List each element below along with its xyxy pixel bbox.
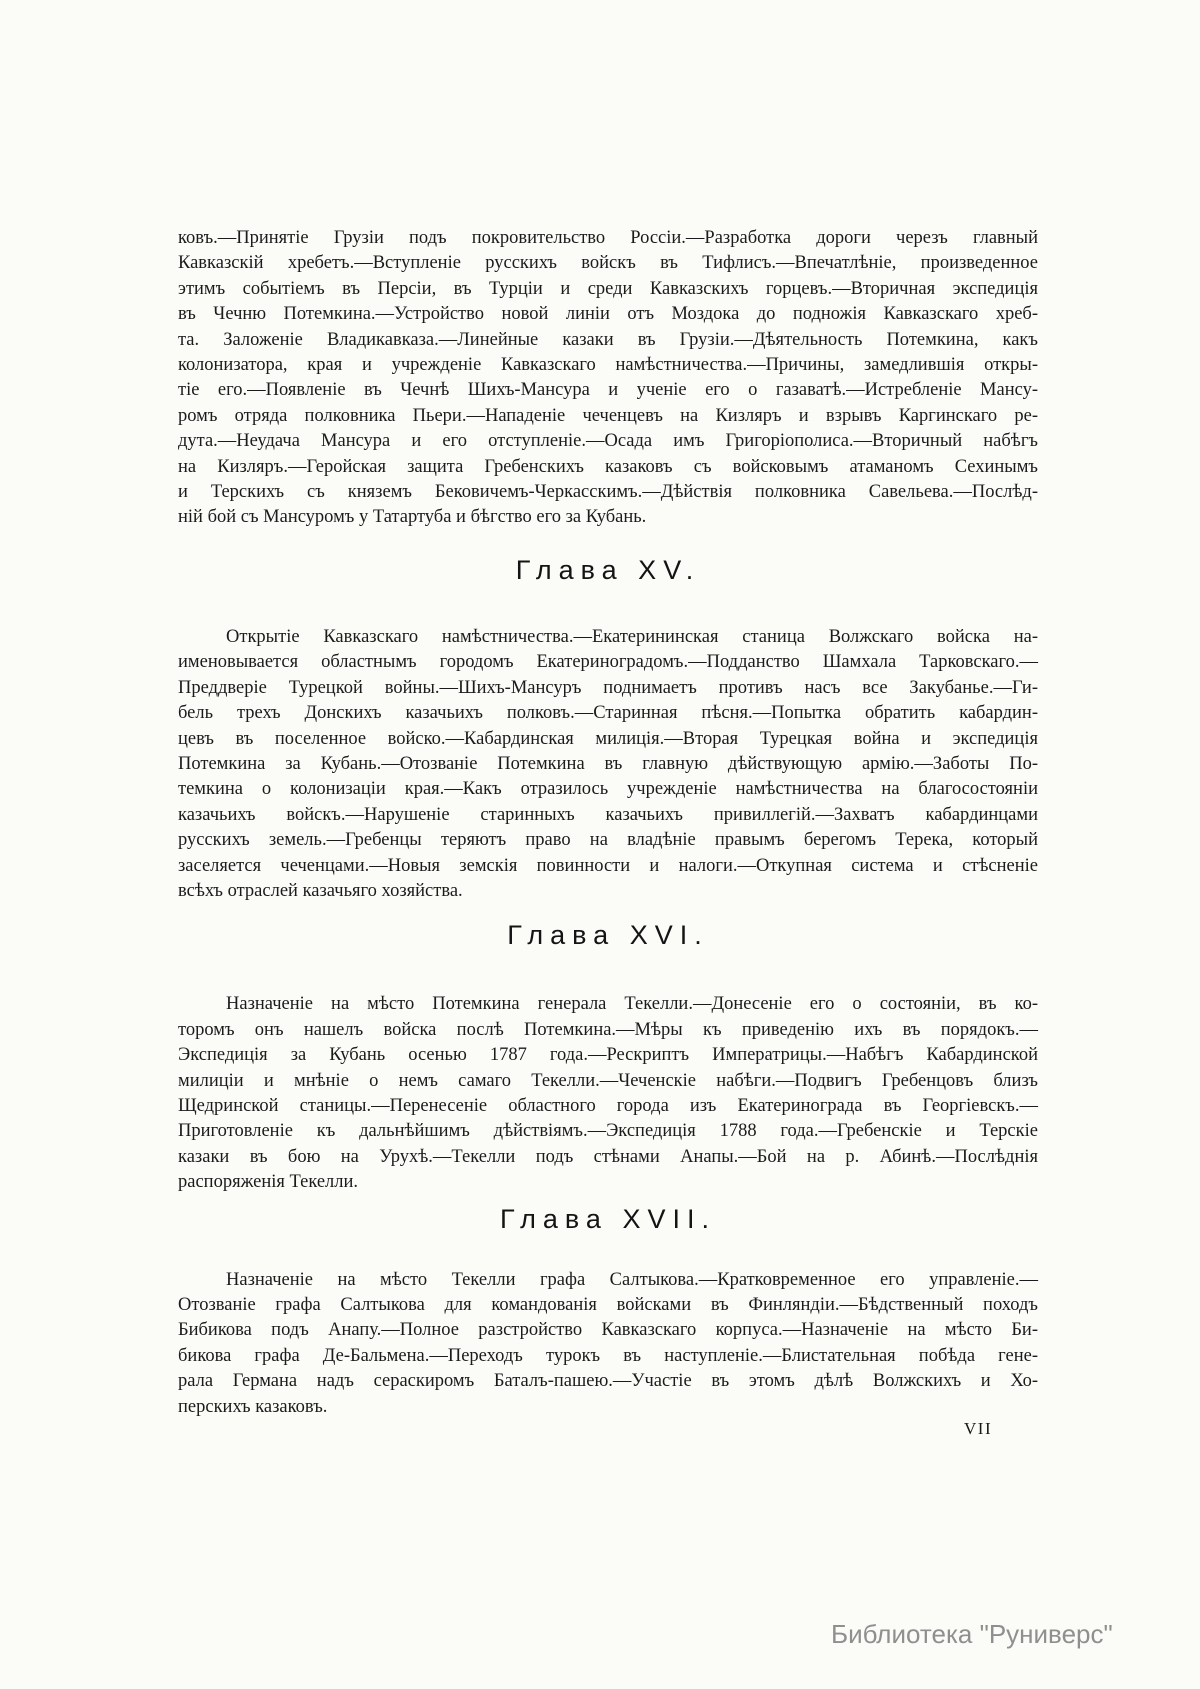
text-line: перскихъ казаковъ. (178, 1396, 328, 1417)
text-line: Назначеніе на мѣсто Текелли графа Салтыкова.—Кратковременное его управленіе.— (226, 1269, 1038, 1290)
text-line: Приготовленіе къ дальнѣйшимъ дѣйствіямъ.—Экспедиція 1788 года.—Гребенскіе и Терскіе (178, 1121, 1038, 1142)
text-line: милиціи и мнѣніе о немъ самаго Текелли.—Чеченскіе набѣги.—Подвигъ Гребенцовъ близъ (178, 1070, 1038, 1091)
text-line: Преддверіе Турецкой войны.—Шихъ-Мансуръ поднимаетъ противъ насъ все Закубанье.—Ги- (178, 677, 1038, 698)
text-line: дута.—Неудача Мансура и его отступленіе.—Осада имъ Григоріополиса.—Вторичный набѣгъ (178, 431, 1038, 452)
toc-paragraph-chapter-xv (178, 625, 1038, 904)
chapter-heading-xvii: Глава XVII. (500, 1203, 716, 1234)
text-line: бикова графа Де-Бальмена.—Переходъ турокъ въ наступленіе.—Блистательная побѣда гене- (178, 1345, 1038, 1366)
text-line: всѣхъ отраслей казачьяго хозяйства. (178, 880, 463, 901)
toc-paragraph-chapter-xvi (178, 992, 1038, 1195)
text-line: въ Чечню Потемкина.—Устройство новой линіи отъ Моздока до подножія Кавказскаго хреб- (178, 304, 1038, 325)
text-line: заселяется чеченцами.—Новыя земскія повинности и налоги.—Откупная система и стѣсненіе (178, 855, 1038, 876)
text-line: колонизатора, края и учрежденіе Кавказскаго намѣстничества.—Причины, замедлившія откры- (178, 355, 1038, 376)
toc-paragraph-chapter-xiv-continuation (178, 226, 1038, 531)
text-line: бель трехъ Донскихъ казачьихъ полковъ.—Старинная пѣсня.—Попытка обратить кабардин- (178, 703, 1038, 724)
text-line: Щедринской станицы.—Перенесеніе областного города изъ Екатеринограда въ Георгіевскъ.— (178, 1095, 1038, 1116)
text-line: казачьихъ войскъ.—Нарушеніе старинныхъ казачьихъ привиллегій.—Захватъ кабардинцами (178, 804, 1038, 825)
chapter-heading-xvi: Глава XVI. (507, 920, 709, 951)
text-line: Отозваніе графа Салтыкова для командованія войсками въ Финляндіи.—Бѣдственный походъ (178, 1295, 1038, 1315)
text-line: этимъ событіемъ въ Персіи, въ Турціи и среди Кавказскихъ горцевъ.—Вторичная экспедиція (178, 278, 1038, 299)
text-line: именовывается областнымъ городомъ Екатериноградомъ.—Подданство Шамхала Тарковскаго.— (178, 652, 1038, 673)
text-line: ній бой съ Мансуромъ у Татартуба и бѣгство его за Кубань. (178, 507, 647, 528)
text-line: тіе его.—Появленіе въ Чечнѣ Шихъ-Мансура и ученіе его о газаватѣ.—Истребленіе Мансу- (178, 380, 1038, 401)
text-line: казаки въ бою на Урухѣ.—Текелли подъ стѣнами Анапы.—Бой на р. Абинѣ.—Послѣднія (178, 1146, 1038, 1167)
library-watermark: Библиотека "Руниверс" (831, 1619, 1113, 1649)
text-line: торомъ онъ нашелъ войска послѣ Потемкина.—Мѣры къ приведенію ихъ въ порядокъ.— (178, 1019, 1038, 1040)
text-line: Потемкина за Кубань.—Отозваніе Потемкина въ главную дѣйствующую армію.—Заботы По- (178, 753, 1038, 774)
toc-paragraph-chapter-xvii (178, 1268, 1038, 1420)
chapter-heading-xv: Глава XV. (515, 554, 701, 585)
text-line: Открытіе Кавказскаго намѣстничества.—Екатерининская станица Волжскаго войска на- (226, 626, 1038, 647)
text-line: та. Заложеніе Владикавказа.—Линейные казаки въ Грузіи.—Дѣятельность Потемкина, какъ (178, 329, 1038, 350)
text-line: рала Германа надъ сераскиромъ Баталъ-пашею.—Участіе въ этомъ дѣлѣ Волжскихъ и Хо- (178, 1371, 1038, 1392)
text-line: Экспедиція за Кубань осенью 1787 года.—Рескриптъ Императрицы.—Набѣгъ Кабардинской (178, 1045, 1038, 1066)
text-line: ковъ.—Принятіе Грузіи подъ покровительство Россіи.—Разработка дороги черезъ главный (178, 228, 1038, 248)
text-line: Бибикова подъ Анапу.—Полное разстройство Кавказскаго корпуса.—Назначеніе на мѣсто Би- (178, 1320, 1038, 1341)
text-line: ромъ отряда полковника Пьери.—Нападеніе чеченцевъ на Кизляръ и взрывъ Каргинскаго ре- (178, 405, 1038, 426)
text-line: цевъ въ поселенное войско.—Кабардинская милиція.—Вторая Турецкая война и экспедиція (178, 728, 1038, 749)
text-line: темкина о колонизаціи края.—Какъ отразилось учрежденіе намѣстничества на благосостояніи (178, 779, 1038, 800)
text-line: и Терскихъ съ княземъ Бековичемъ-Черкасскимъ.—Дѣйствія полковника Савельева.—Послѣд- (178, 482, 1038, 503)
text-block (178, 226, 1038, 1420)
text-line: Кавказскій хребетъ.—Вступленіе русскихъ войскъ въ Тифлисъ.—Впечатлѣніе, произведенное (178, 253, 1038, 274)
text-line: распоряженія Текелли. (178, 1172, 359, 1193)
text-line: Назначеніе на мѣсто Потемкина генерала Текелли.—Донесеніе его о состояніи, въ ко- (226, 994, 1038, 1015)
text-line: русскихъ земель.—Гребенцы теряютъ право на владѣніе правымъ берегомъ Терека, который (178, 830, 1038, 851)
text-line: на Кизляръ.—Геройская защита Гребенскихъ казаковъ съ войсковымъ атаманомъ Сехинымъ (178, 456, 1038, 477)
page-number: VII (964, 1419, 993, 1438)
